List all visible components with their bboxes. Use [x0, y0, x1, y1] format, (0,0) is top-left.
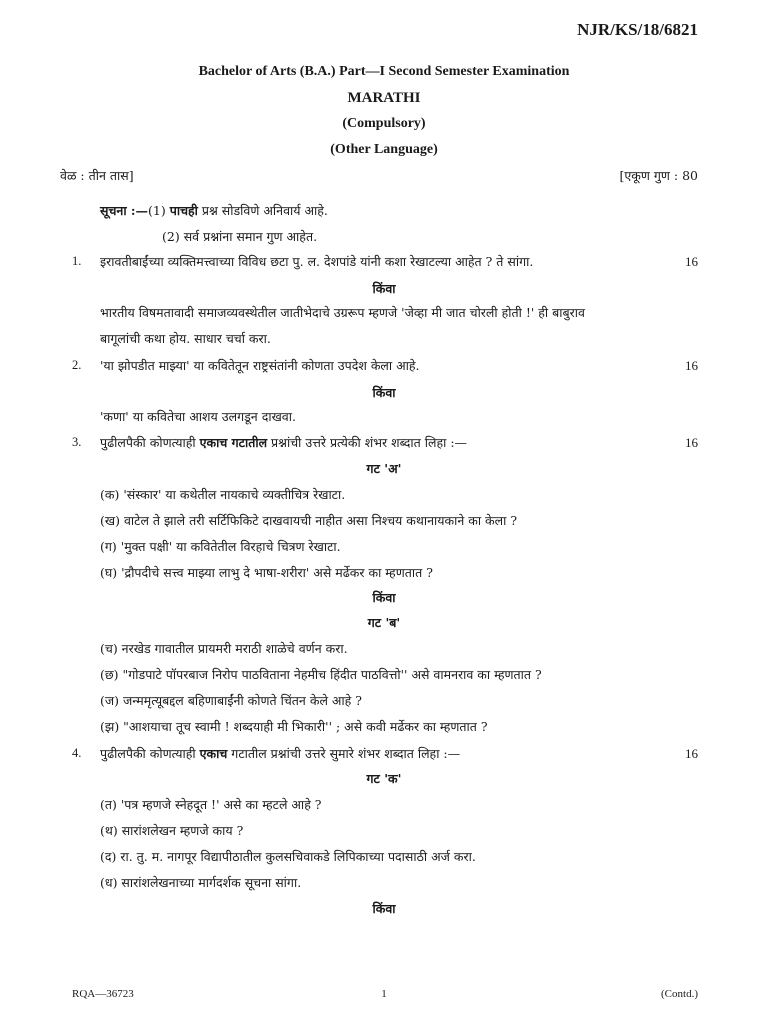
- subject-language: (Other Language): [330, 142, 438, 157]
- q3-a1: (क) 'संस्कार' या कथेतील नायकाचे व्यक्तीचित्र रेखाटा.: [100, 487, 346, 502]
- q1-or: किंवा: [372, 281, 396, 296]
- q2-or: किंवा: [372, 385, 396, 400]
- q4-c2: (थ) सारांशलेखन म्हणजे काय ?: [100, 823, 244, 838]
- q1-number: 1.: [72, 254, 82, 268]
- instruction-2-text: सर्व प्रश्नांना समान गुण आहेत.: [183, 229, 318, 244]
- instruction-2: [162, 228, 317, 245]
- page-number: 1: [381, 988, 387, 1000]
- instruction-num-1: (1): [148, 203, 166, 218]
- q4-marks: 16: [685, 746, 698, 761]
- subject-title: MARATHI: [347, 90, 421, 106]
- q3-text-bold: एकाच गटातील: [199, 435, 268, 450]
- q3-marks: 16: [685, 435, 698, 450]
- q3-b3: (ज) जन्ममृत्यूबद्दल बहिणाबाईंनी कोणते चिंतन केले आहे ?: [100, 693, 362, 708]
- instruction-num-2: (2): [162, 229, 180, 244]
- q3-text-pre: पुढीलपैकी कोणत्याही: [100, 435, 200, 450]
- q4-text: [100, 745, 460, 762]
- q4-c3: (द) रा. तु. म. नागपूर विद्यापीठातील कुलसचिवाकडे लिपिकाच्या पदासाठी अर्ज करा.: [100, 849, 476, 864]
- footer-contd: (Contd.): [661, 988, 698, 1000]
- q3-a3: (ग) 'मुक्त पक्षी' या कवितेतील विरहाचे चित्रण रेखाटा.: [100, 539, 341, 554]
- q3-a4: (घ) 'द्रौपदीचे सत्त्व माझ्या लाभु दे भाषा-शरीरा' असे मर्ढेकर का म्हणतात ?: [100, 565, 433, 580]
- footer-code: RQA—36723: [72, 988, 134, 1000]
- q4-c1: (त) 'पत्र म्हणजे स्नेहदूत !' असे का म्हटले आहे ?: [100, 797, 322, 812]
- q4-text-pre: पुढीलपैकी कोणत्याही: [100, 746, 200, 761]
- total-marks: [एकूण गुण : 80: [619, 168, 698, 183]
- paper-code: NJR/KS/18/6821: [577, 20, 698, 39]
- q2-alt: 'कणा' या कवितेचा आशय उलगडून दाखवा.: [100, 409, 296, 424]
- q2-number: 2.: [72, 358, 82, 372]
- q1-alt-line1: भारतीय विषमतावादी समाजव्यवस्थेतील जातीभेदाचे उग्ररूप म्हणजे 'जेव्हा मी जात चोरली होती !' ही बाबुराव: [100, 305, 585, 320]
- q1-text: इरावतीबाईंच्या व्यक्तिमत्त्वाच्या विविध छटा पु. ल. देशपांडे यांनी कशा रेखाटल्या आहेत ? ते सांगा.: [100, 254, 534, 269]
- instruction-1: [100, 202, 328, 219]
- q3-or: किंवा: [372, 590, 396, 605]
- q3-text-post: प्रश्नांची उत्तरे प्रत्येकी शंभर शब्दात लिहा :—: [267, 435, 468, 450]
- q3-b1: (च) नरखेड गावातील प्रायमरी मराठी शाळेचे वर्णन करा.: [100, 641, 348, 656]
- q3-b4: (झ) "आशयाचा तूच स्वामी ! शब्दयाही मी भिकारी'' ; असे कवी मर्ढेकर का म्हणतात ?: [100, 719, 488, 734]
- subject-type: (Compulsory): [342, 116, 426, 131]
- q3-b2: (छ) "गोडपाटे पॉपरबाज निरोप पाठविताना नेहमीच हिंदीत पाठवित्तो'' असे वामनराव का म्हणतात ?: [100, 667, 542, 682]
- time-info: वेळ : तीन तास]: [60, 168, 134, 183]
- q3-group-a: गट 'अ': [366, 461, 402, 476]
- q3-a2: (ख) वाटेल ते झाले तरी सर्टिफिकिटे दाखवायची नाहीत असा निश्चय कथानायकाने का केला ?: [100, 513, 518, 528]
- q4-group-c: गट 'क': [366, 771, 402, 786]
- q4-or: किंवा: [372, 901, 396, 916]
- q4-number: 4.: [72, 746, 82, 760]
- instruction-label: सूचना :—: [100, 203, 149, 218]
- exam-title: Bachelor of Arts (B.A.) Part—I Second Semester Examination: [198, 64, 570, 79]
- q1-alt-line2: बागूलांची कथा होय. साधार चर्चा करा.: [100, 331, 271, 346]
- q3-group-b: गट 'ब': [367, 615, 401, 630]
- q4-c4: (ध) सारांशलेखनाच्या मार्गदर्शक सूचना सांगा.: [100, 875, 302, 890]
- instruction-1-text: प्रश्न सोडविणे अनिवार्य आहे.: [197, 203, 328, 218]
- q4-text-post: गटातील प्रश्नांची उत्तरे सुमारे शंभर शब्दात लिहा :—: [227, 746, 461, 761]
- q3-number: 3.: [72, 435, 82, 449]
- q2-text: 'या झोपडीत माझ्या' या कवितेतून राष्ट्रसंतांनी कोणता उपदेश केला आहे.: [100, 358, 420, 373]
- instruction-1-bold: पाचही: [169, 203, 198, 218]
- q2-marks: 16: [685, 358, 698, 373]
- q4-text-bold: एकाच: [199, 746, 228, 761]
- q1-marks: 16: [685, 254, 698, 269]
- q3-text: [100, 434, 467, 451]
